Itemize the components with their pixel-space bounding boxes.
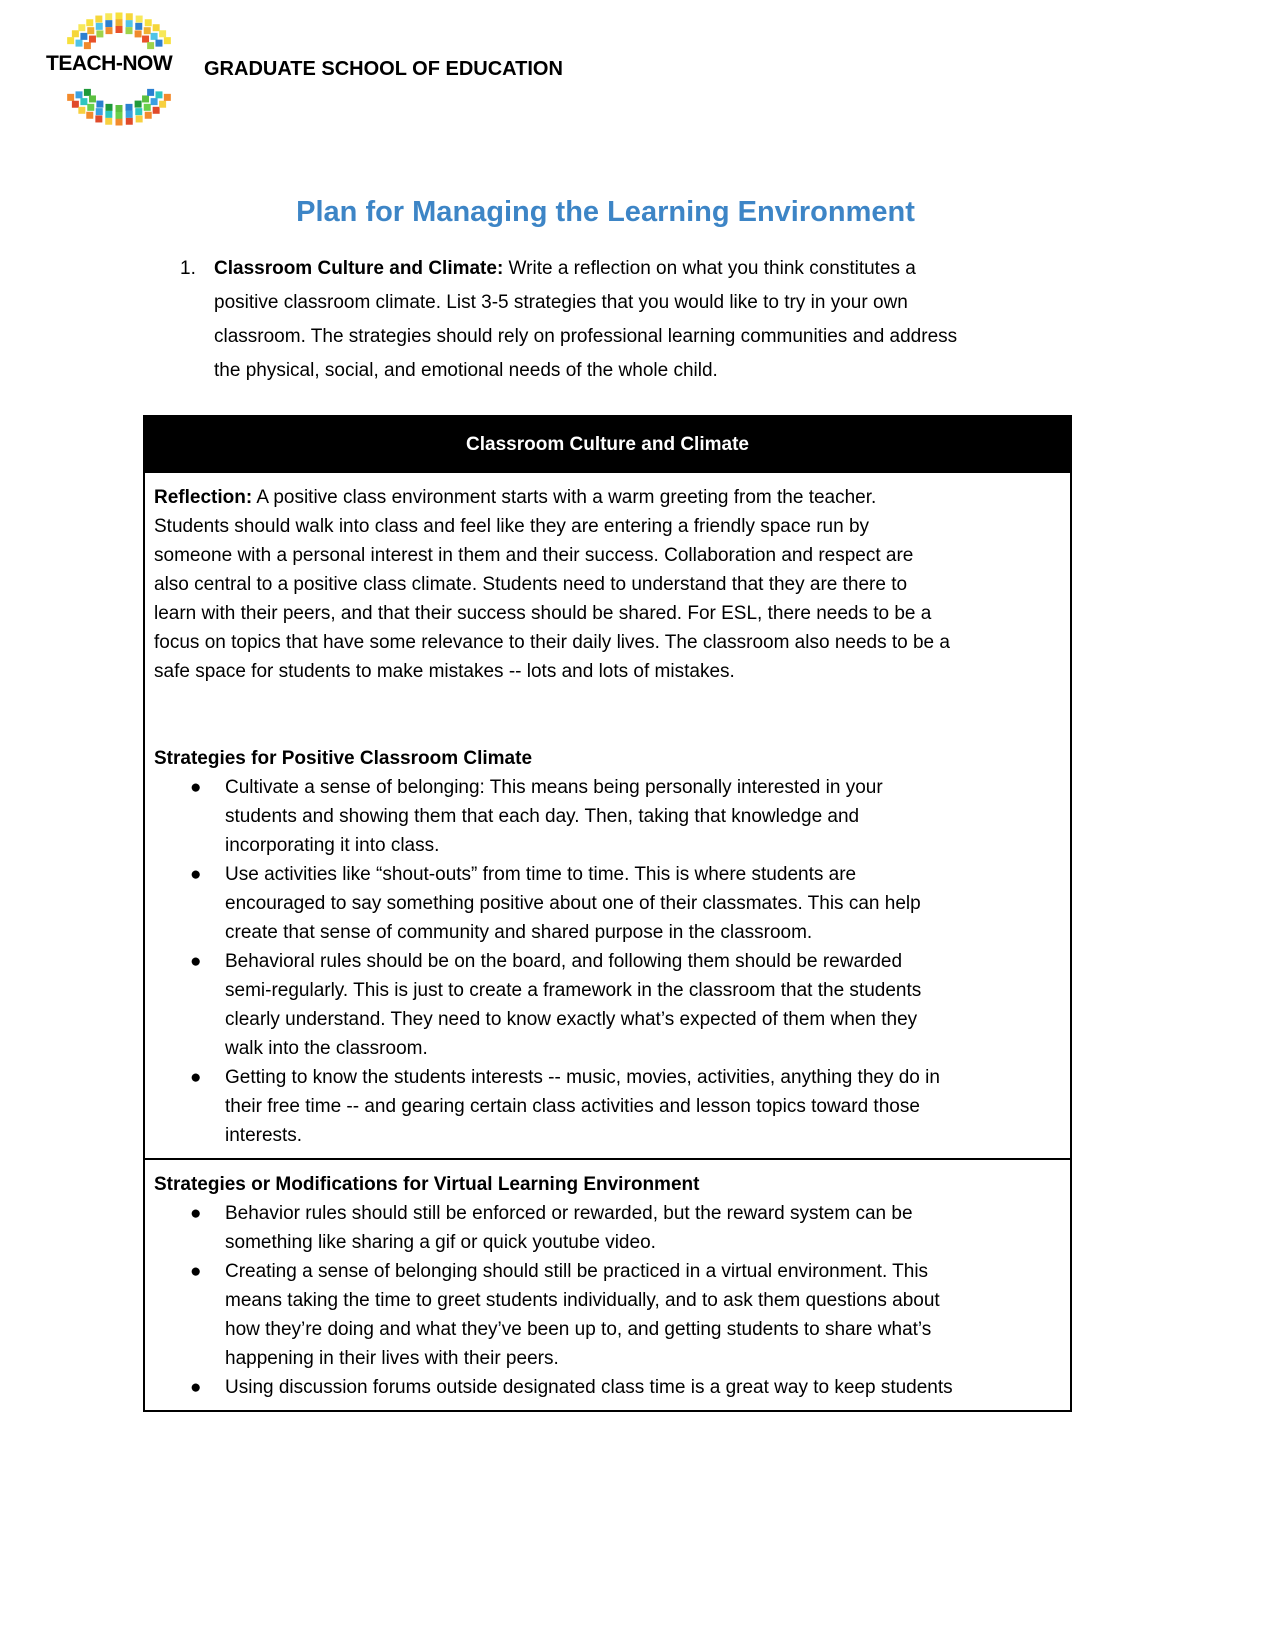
bullet-line: Getting to know the students interests -- music, movies, activities, anything they do in bbox=[225, 1067, 940, 1088]
list-item bbox=[154, 1373, 1061, 1402]
logo-tile bbox=[78, 107, 85, 114]
logo-tile bbox=[78, 24, 85, 31]
logo-tile bbox=[84, 42, 91, 49]
bullet-line: create that sense of community and shared purpose in the classroom. bbox=[225, 922, 813, 943]
logo-tile bbox=[116, 26, 123, 33]
logo-tile bbox=[116, 19, 123, 26]
reflection-line: someone with a personal interest in them and their success. Collaboration and respect are bbox=[154, 545, 914, 566]
intro-line: positive classroom climate. List 3-5 strategies that you would like to try in your own bbox=[214, 292, 908, 313]
bullet-icon: ● bbox=[190, 864, 202, 885]
logo-tile bbox=[105, 118, 112, 125]
logo-tile bbox=[87, 104, 94, 111]
bullet-line: happening in their lives with their peers. bbox=[225, 1348, 559, 1369]
logo-tile bbox=[105, 20, 112, 27]
logo-tile bbox=[151, 98, 158, 105]
list-item bbox=[154, 1257, 1061, 1373]
bullet-line: interests. bbox=[225, 1125, 303, 1146]
reflection-line: Students should walk into class and feel like they are entering a friendly space run by bbox=[154, 516, 870, 537]
table-header: Classroom Culture and Climate bbox=[145, 417, 1070, 473]
reflection-line: safe space for students to make mistakes -- lots and lots of mistakes. bbox=[154, 661, 735, 682]
logo-tile bbox=[147, 42, 154, 49]
logo-tile bbox=[135, 30, 142, 37]
intro-line: classroom. The strategies should rely on professional learning communities and address bbox=[214, 326, 958, 347]
bullet-icon: ● bbox=[190, 1377, 202, 1398]
logo-tile bbox=[155, 91, 162, 98]
logo-tile bbox=[106, 27, 113, 34]
logo-tile bbox=[89, 36, 96, 43]
intro-line: the physical, social, and emotional needs of the whole child. bbox=[214, 360, 718, 381]
logo-tile bbox=[87, 27, 94, 34]
logo-tile bbox=[164, 37, 171, 44]
logo-tile bbox=[126, 118, 133, 125]
logo-tile bbox=[95, 16, 102, 23]
logo-tile bbox=[142, 95, 149, 102]
logo-tile bbox=[76, 91, 83, 98]
reflection-line: also central to a positive class climate. Students need to understand that they are there to bbox=[154, 574, 908, 595]
logo-tile bbox=[125, 27, 132, 34]
strategies-heading: Strategies for Positive Classroom Climate bbox=[154, 748, 533, 769]
bullet-line: means taking the time to greet students individually, and to ask them questions about bbox=[225, 1290, 940, 1311]
logo-tile bbox=[145, 19, 152, 26]
intro-item bbox=[180, 252, 957, 388]
reflection-line: Reflection: A positive class environment starts with a warm greeting from the teacher. bbox=[154, 487, 877, 508]
logo-tile bbox=[116, 112, 123, 119]
logo-tile bbox=[95, 115, 102, 122]
reflection-line: learn with their peers, and that their success should be shared. For ESL, there needs to be a bbox=[154, 603, 932, 624]
bullet-line: Creating a sense of belonging should still be practiced in a virtual environment. This bbox=[225, 1261, 929, 1282]
bullet-line: Use activities like “shout-outs” from time to time. This is where students are bbox=[225, 864, 857, 885]
logo-tile bbox=[153, 107, 160, 114]
list-item bbox=[154, 947, 1061, 1063]
logo-tile bbox=[135, 101, 142, 108]
logo-tile bbox=[164, 94, 171, 101]
bullet-line: their free time -- and gearing certain class activities and lesson topics toward those bbox=[225, 1096, 920, 1117]
bullet-line: Behavior rules should still be enforced or rewarded, but the reward system can be bbox=[225, 1203, 913, 1224]
logo-tile bbox=[80, 33, 87, 40]
virtual-heading: Strategies or Modifications for Virtual Learning Environment bbox=[154, 1174, 700, 1195]
logo-tile bbox=[159, 101, 166, 108]
bullet-line: students and showing them that each day. Then, taking that knowledge and bbox=[225, 806, 860, 827]
bullet-line: Behavioral rules should be on the board, and following them should be rewarded bbox=[225, 951, 903, 972]
list-item bbox=[154, 860, 1061, 947]
logo-tile bbox=[153, 24, 160, 31]
logo-tile bbox=[144, 104, 151, 111]
list-number: 1. bbox=[180, 258, 196, 279]
intro-line: Classroom Culture and Climate: Write a reflection on what you think constitutes a bbox=[214, 258, 916, 279]
logo-tile bbox=[136, 115, 143, 122]
page-title: Plan for Managing the Learning Environment bbox=[296, 196, 915, 228]
logo-tile bbox=[96, 30, 103, 37]
bullet-icon: ● bbox=[190, 1067, 202, 1088]
logo-tile bbox=[72, 101, 79, 108]
bullet-line: Using discussion forums outside designated class time is a great way to keep students bbox=[225, 1377, 953, 1398]
logo-tile bbox=[142, 36, 149, 43]
logo-tile bbox=[136, 16, 143, 23]
logo-tile bbox=[116, 13, 123, 20]
logo-tile bbox=[144, 27, 151, 34]
logo-tile bbox=[67, 37, 74, 44]
logo-tile bbox=[145, 112, 152, 119]
list-item bbox=[154, 773, 1061, 860]
bullet-line: walk into the classroom. bbox=[225, 1038, 428, 1059]
bullet-icon: ● bbox=[190, 1203, 202, 1224]
logo-tile bbox=[76, 40, 83, 47]
virtual-cell bbox=[145, 1158, 1070, 1410]
logo-tile bbox=[89, 95, 96, 102]
logo-tile bbox=[96, 101, 103, 108]
logo-tile bbox=[135, 23, 142, 30]
logo-tile bbox=[86, 19, 93, 26]
logo-tile bbox=[96, 108, 103, 115]
bullet-line: semi-regularly. This is just to create a framework in the classroom that the students bbox=[225, 980, 922, 1001]
bullet-icon: ● bbox=[190, 777, 202, 798]
bullet-icon: ● bbox=[190, 951, 202, 972]
logo-tile bbox=[106, 104, 113, 111]
culture-climate-table bbox=[143, 415, 1072, 1412]
logo-tile bbox=[126, 13, 133, 20]
bullet-line: encouraged to say something positive about one of their classmates. This can help bbox=[225, 893, 921, 914]
logo-tile bbox=[96, 23, 103, 30]
intro-label: Classroom Culture and Climate: bbox=[214, 258, 504, 279]
logo-tile bbox=[151, 33, 158, 40]
logo-tile bbox=[116, 105, 123, 112]
bullet-line: how they’re doing and what they’ve been up to, and getting students to share what’s bbox=[225, 1319, 932, 1340]
logo-tile bbox=[80, 98, 87, 105]
logo-tile bbox=[147, 89, 154, 96]
logo-tile bbox=[116, 119, 123, 126]
logo-tile bbox=[84, 89, 91, 96]
logo-tile bbox=[126, 111, 133, 118]
logo-tile bbox=[72, 30, 79, 37]
bullet-line: something like sharing a gif or quick youtube video. bbox=[225, 1232, 656, 1253]
reflection-label: Reflection: bbox=[154, 487, 253, 508]
logo-tile bbox=[125, 104, 132, 111]
bullet-line: incorporating it into class. bbox=[225, 835, 440, 856]
bullet-icon: ● bbox=[190, 1261, 202, 1282]
logo-tile bbox=[105, 111, 112, 118]
reflection-line: focus on topics that have some relevance to their daily lives. The classroom also needs to be a bbox=[154, 632, 950, 653]
logo-tile bbox=[126, 20, 133, 27]
logo-tile bbox=[135, 108, 142, 115]
bullet-line: Cultivate a sense of belonging: This means being personally interested in your bbox=[225, 777, 883, 798]
list-item bbox=[154, 1063, 1061, 1150]
logo-text: TEACH-NOW bbox=[46, 52, 173, 75]
bullet-line: clearly understand. They need to know exactly what’s expected of them when they bbox=[225, 1009, 918, 1030]
logo-tile bbox=[159, 30, 166, 37]
reflection-cell bbox=[145, 473, 1070, 1158]
logo-tile bbox=[67, 94, 74, 101]
logo-tile bbox=[155, 40, 162, 47]
logo-tile bbox=[105, 13, 112, 20]
logo-tile bbox=[86, 112, 93, 119]
list-item bbox=[154, 1199, 1061, 1257]
school-name: GRADUATE SCHOOL OF EDUCATION bbox=[204, 58, 563, 80]
